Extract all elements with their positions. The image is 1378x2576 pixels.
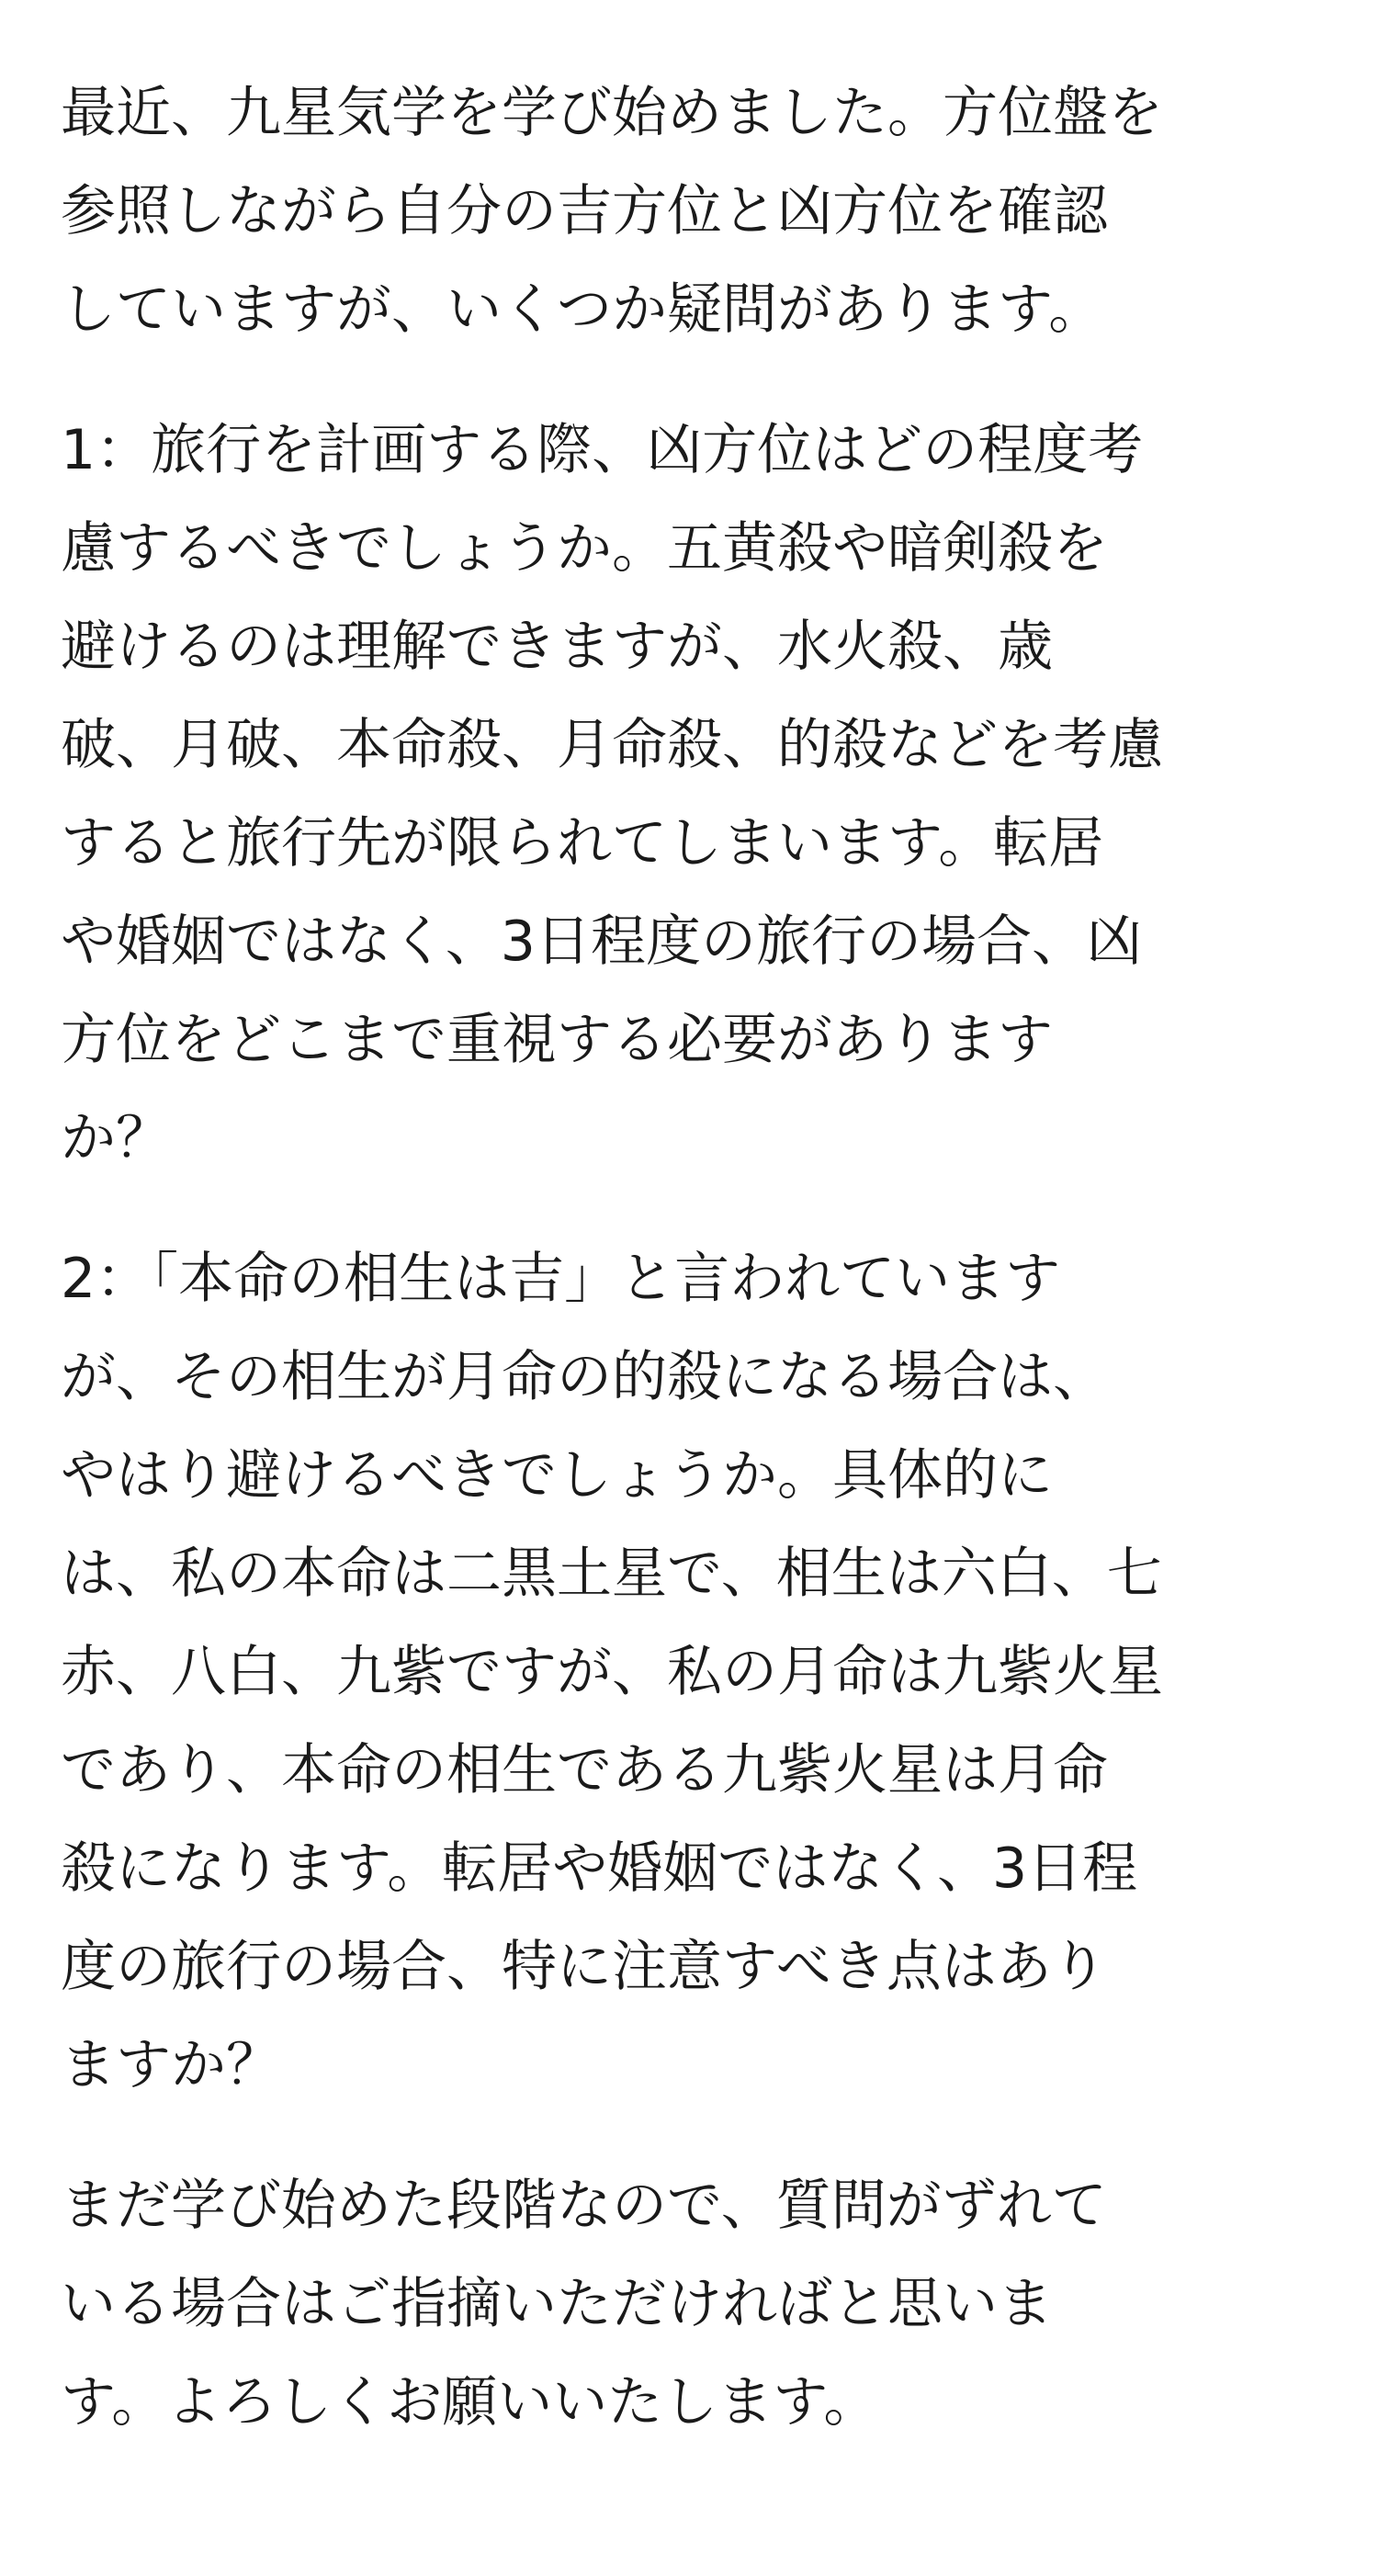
closing-paragraph: まだ学び始めた段階なので、質問がずれて いる場合はご指摘いただければと思いま す。よろしくお願いいたします。 bbox=[61, 2174, 1107, 2435]
message-body bbox=[61, 64, 1338, 2452]
intro-paragraph: 最近、九星気学を学び始めました。方位盤を 参照しながら自分の吉方位と凶方位を確認 していますが、いくつか疑問があります。 bbox=[61, 81, 1163, 342]
question-1-paragraph: 1：旅行を計画する際、凶方位はどの程度考 慮するべきでしょうか。五黄殺や暗剣殺を 避けるのは理解できますが、水火殺、歳 破、月破、本命殺、月命殺、的殺などを考慮 すると旅行先が限られてしまいます。転居 や婚姻ではなく、3日程度の旅行の場合、凶 方位をどこまで重視する必要があります か？ bbox=[61, 418, 1163, 1170]
question-2-paragraph: 2：「本命の相生は吉」と言われています が、その相生が月命の的殺になる場合は、 やはり避けるべきでしょうか。具体的に は、私の本命は二黒土星で、相生は六白、七 赤、八白、九紫ですが、私の月命は九紫火星 であり、本命の相生である九紫火星は月命 殺になります。転居や婚姻ではなく、3日程 度の旅行の場合、特に注意すべき点はあり ますか？ bbox=[61, 1247, 1163, 2097]
